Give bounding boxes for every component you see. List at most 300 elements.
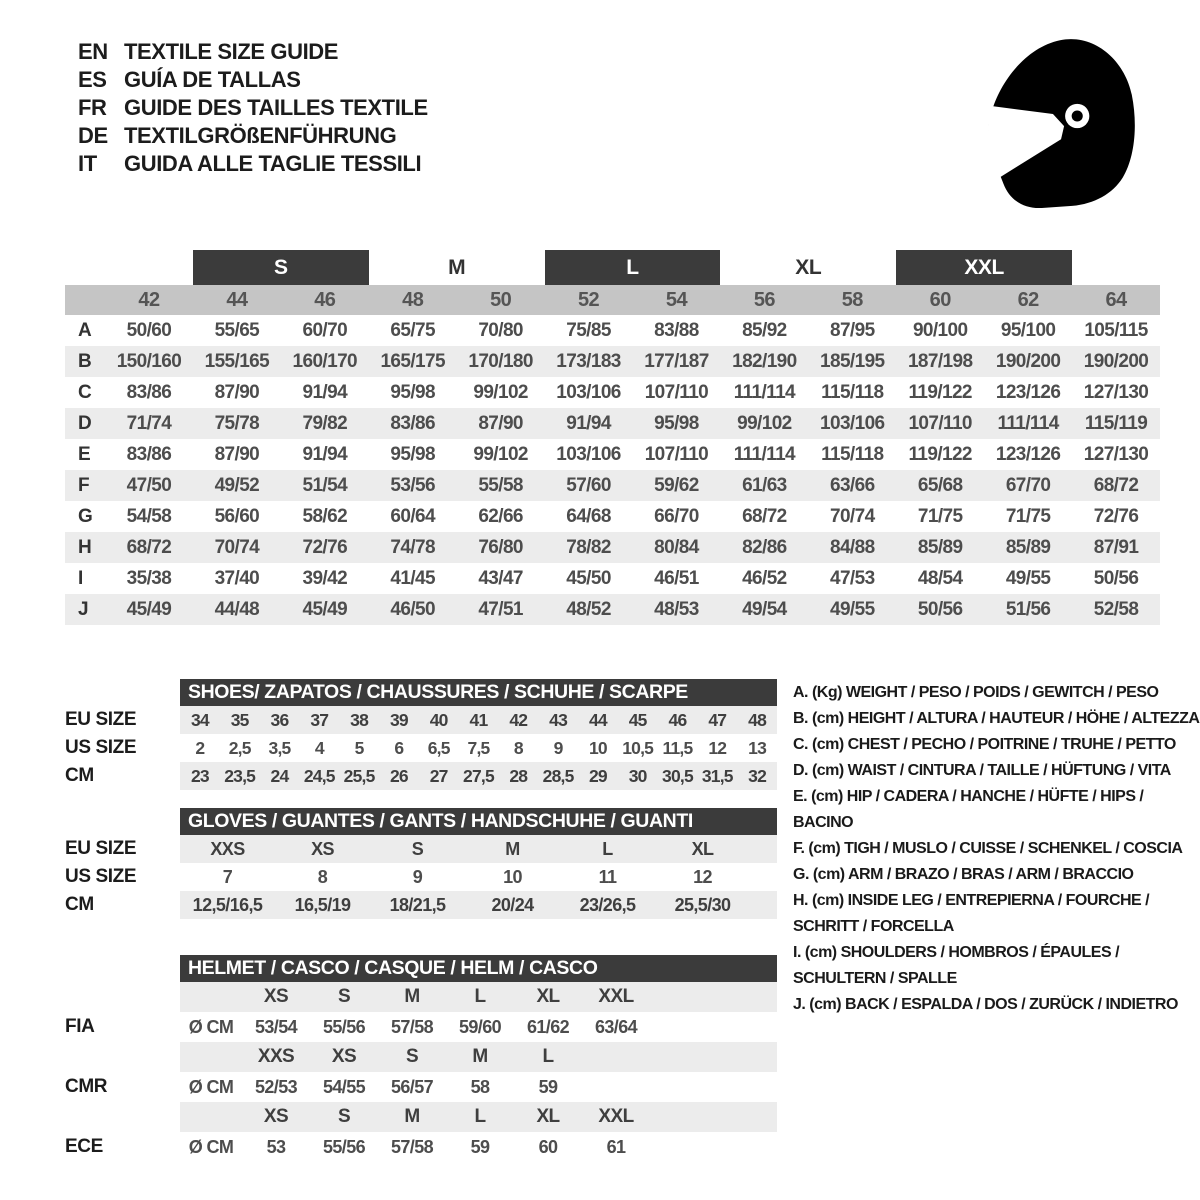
- helmet-size-value: 60: [538, 1136, 558, 1157]
- shoe-size-value: 10,5: [622, 737, 654, 758]
- size-group-l: L: [545, 250, 721, 285]
- shoe-size-value: 40: [429, 709, 448, 730]
- language-title: TEXTILGRÖßENFÜHRUNG: [124, 123, 397, 148]
- measurement-value: 61/63: [742, 474, 787, 496]
- helmet-size-label: L: [474, 986, 486, 1007]
- glove-size-value: 8: [317, 866, 328, 887]
- measurement-value: 41/45: [390, 567, 435, 589]
- shoe-size-value: 13: [748, 737, 767, 758]
- helmet-size-value: 63/64: [594, 1016, 638, 1037]
- row-letter: G: [78, 505, 93, 527]
- helmet-size-label: XS: [331, 1046, 357, 1067]
- measurement-value: 115/118: [821, 443, 884, 465]
- measurement-row: [65, 594, 1160, 625]
- measurement-value: 68/72: [126, 536, 172, 558]
- standard-label: FIA: [65, 1016, 95, 1037]
- measurement-value: 45/49: [302, 598, 348, 620]
- helmet-header: HELMET / CASCO / CASQUE / HELM / CASCO: [180, 955, 777, 982]
- standard-label: CMR: [65, 1076, 108, 1097]
- measurement-value: 187/198: [907, 350, 973, 372]
- language-title-block: [78, 38, 428, 178]
- measurement-value: 70/74: [214, 536, 260, 558]
- measurement-value: 111/114: [997, 412, 1059, 434]
- size-number: 50: [490, 288, 512, 311]
- glove-size-value: XXS: [210, 838, 245, 859]
- textile-size-table: [65, 250, 1160, 625]
- measurement-value: 60/64: [390, 505, 435, 527]
- helmet-size-value: 57/58: [390, 1136, 434, 1157]
- measurement-value: 85/92: [742, 319, 787, 341]
- legend-item: D. (cm) WAIST / CINTURA / TAILLE / HÜFTUNG / VITA: [793, 762, 1171, 779]
- helmet-size-value: 53/54: [254, 1016, 298, 1037]
- measurement-value: 63/66: [830, 474, 875, 496]
- gloves-row: [65, 835, 777, 863]
- measurement-value: 107/110: [908, 412, 972, 434]
- measurement-value: 74/78: [390, 536, 435, 558]
- row-letter: F: [78, 474, 90, 496]
- measurement-row: [65, 501, 1160, 532]
- helmet-size-label: XS: [263, 1106, 289, 1127]
- measurement-value: 83/86: [390, 412, 435, 434]
- row-letter: B: [78, 350, 92, 372]
- measurement-value: 59/62: [654, 474, 699, 496]
- glove-size-value: 18/21,5: [389, 894, 446, 915]
- measurement-value: 119/122: [908, 381, 972, 403]
- standard-spacer: [65, 1102, 180, 1132]
- measurement-value: 48/52: [566, 598, 611, 620]
- glove-size-value: XL: [691, 838, 714, 859]
- measurement-value: 95/98: [654, 412, 699, 434]
- language-row: [78, 94, 428, 122]
- measurement-value: 103/106: [556, 381, 621, 403]
- measurement-value: 95/98: [390, 381, 435, 403]
- measurement-value: 52/58: [1093, 598, 1139, 620]
- measurement-value: 177/187: [644, 350, 709, 372]
- measurement-value: 82/86: [742, 536, 787, 558]
- measurement-value: 87/91: [1093, 536, 1139, 558]
- helmet-size-label: S: [337, 986, 351, 1007]
- language-code: EN: [78, 39, 108, 64]
- legend-item: J. (cm) BACK / ESPALDA / DOS / ZURÜCK / INDIETRO: [793, 996, 1178, 1013]
- measurement-row: [65, 377, 1160, 408]
- standard-spacer: [65, 982, 180, 1012]
- size-number: 64: [1105, 288, 1127, 311]
- size-number-row: [65, 285, 1160, 315]
- helmet-sizes-row: [65, 1042, 777, 1072]
- measurement-value: 91/94: [566, 412, 611, 434]
- measurement-value: 64/68: [566, 505, 611, 527]
- shoe-size-value: 29: [588, 765, 607, 786]
- measurement-value: 57/60: [566, 474, 611, 496]
- size-number: 52: [578, 288, 600, 311]
- helmet-size-value: 58: [470, 1076, 490, 1097]
- measurement-value: 84/88: [830, 536, 875, 558]
- measurement-row: [65, 470, 1160, 501]
- measurement-value: 65/68: [917, 474, 963, 496]
- shoes-header: SHOES/ ZAPATOS / CHAUSSURES / SCHUHE / SCARPE: [180, 679, 777, 706]
- shoe-size-value: 2: [195, 737, 205, 758]
- measurement-value: 111/114: [733, 381, 796, 403]
- legend-item: H. (cm) INSIDE LEG / ENTREPIERNA / FOURCHE / SCHRITT / FORCELLA: [793, 892, 1150, 935]
- language-title: GUIDE DES TAILLES TEXTILE: [124, 95, 428, 120]
- racing-helmet-icon: [972, 20, 1140, 212]
- helmet-size-label: XS: [263, 986, 289, 1007]
- measurement-value: 71/75: [1005, 505, 1051, 527]
- measurement-value: 72/76: [1093, 505, 1139, 527]
- measurement-value: 55/58: [478, 474, 523, 496]
- gloves-row-label: EU SIZE: [65, 838, 137, 859]
- helmet-values-row: [65, 1072, 777, 1102]
- measurement-value: 103/106: [820, 412, 885, 434]
- measurement-value: 165/175: [380, 350, 445, 372]
- glove-size-value: S: [411, 838, 424, 859]
- measurement-value: 76/80: [478, 536, 523, 558]
- helmet-size-value: 52/53: [254, 1076, 298, 1097]
- glove-size-value: XS: [311, 838, 334, 859]
- helmet-size-value: 56/57: [390, 1076, 434, 1097]
- shoe-size-value: 36: [270, 709, 289, 730]
- measurement-value: 54/58: [126, 505, 172, 527]
- legend-item: A. (Kg) WEIGHT / PESO / POIDS / GEWITCH / PESO: [793, 684, 1159, 701]
- measurement-value: 85/89: [1005, 536, 1051, 558]
- helmet-size-value: 59: [470, 1136, 490, 1157]
- measurement-value: 75/78: [214, 412, 260, 434]
- helmet-size-label: S: [405, 1046, 419, 1067]
- measurement-value: 70/74: [830, 505, 875, 527]
- measurement-value: 155/165: [204, 350, 270, 372]
- helmet-size-label: XXS: [257, 1046, 295, 1067]
- gloves-row-label: US SIZE: [65, 866, 137, 887]
- measurement-row: [65, 408, 1160, 439]
- measurement-value: 99/102: [737, 412, 792, 434]
- language-title: TEXTILE SIZE GUIDE: [124, 39, 339, 64]
- measurement-value: 87/95: [830, 319, 875, 341]
- diameter-label: Ø CM: [188, 1016, 234, 1037]
- helmet-size-value: 59/60: [458, 1016, 502, 1037]
- row-letter: I: [78, 567, 84, 589]
- diameter-label: Ø CM: [188, 1076, 234, 1097]
- measurement-value: 51/54: [302, 474, 348, 496]
- language-code: DE: [78, 123, 108, 148]
- size-group-row: [65, 250, 1160, 285]
- measurement-value: 70/80: [478, 319, 523, 341]
- shoe-size-value: 27,5: [463, 765, 494, 786]
- shoe-size-value: 46: [668, 709, 687, 730]
- measurement-value: 50/60: [126, 319, 172, 341]
- measurement-value: 56/60: [214, 505, 260, 527]
- diameter-label: Ø CM: [188, 1136, 234, 1157]
- size-number: 48: [402, 288, 424, 311]
- accessory-tables: [65, 679, 777, 1162]
- standard-label: ECE: [65, 1136, 103, 1157]
- shoe-size-value: 6: [394, 737, 404, 758]
- shoe-size-value: 47: [708, 709, 727, 730]
- shoe-size-value: 4: [314, 737, 324, 758]
- glove-size-value: M: [505, 838, 520, 859]
- gloves-header: GLOVES / GUANTES / GANTS / HANDSCHUHE / GUANTI: [180, 808, 777, 835]
- shoes-row-label: CM: [65, 765, 94, 786]
- measurement-value: 45/50: [566, 567, 611, 589]
- measurement-value: 37/40: [214, 567, 260, 589]
- language-code: IT: [78, 151, 97, 176]
- measurement-value: 115/119: [1084, 412, 1148, 434]
- helmet-size-label: XL: [536, 986, 560, 1007]
- measurement-value: 35/38: [126, 567, 172, 589]
- shoe-size-value: 44: [588, 709, 607, 730]
- shoe-size-value: 10: [588, 737, 607, 758]
- measurement-value: 170/180: [468, 350, 533, 372]
- shoe-size-value: 39: [389, 709, 408, 730]
- measurement-value: 48/53: [654, 598, 699, 620]
- legend-item: E. (cm) HIP / CADERA / HANCHE / HÜFTE / HIPS / BACINO: [793, 788, 1144, 831]
- row-letter: C: [78, 381, 92, 403]
- shoe-size-value: 32: [748, 765, 767, 786]
- size-group-xl: XL: [795, 255, 822, 279]
- measurement-value: 127/130: [1083, 381, 1149, 403]
- measurement-value: 53/56: [390, 474, 435, 496]
- glove-size-value: 12: [693, 866, 712, 887]
- shoes-row: [65, 734, 777, 762]
- measurement-value: 49/55: [830, 598, 875, 620]
- helmet-size-value: 55/56: [322, 1016, 366, 1037]
- measurement-value: 105/115: [1084, 319, 1148, 341]
- legend-item: G. (cm) ARM / BRAZO / BRAS / ARM / BRACCIO: [793, 866, 1134, 883]
- helmet-size-label: XL: [536, 1106, 560, 1127]
- shoe-size-value: 42: [509, 709, 528, 730]
- measurement-value: 48/54: [917, 567, 963, 589]
- language-row: [78, 66, 428, 94]
- measurement-value: 123/126: [995, 381, 1061, 403]
- measurement-row: [65, 315, 1160, 346]
- helmet-size-value: 54/55: [322, 1076, 366, 1097]
- language-title: GUÍA DE TALLAS: [124, 67, 301, 92]
- helmet-values-row: [65, 1132, 777, 1162]
- shoe-size-value: 48: [748, 709, 767, 730]
- language-code: FR: [78, 95, 107, 120]
- measurement-value: 83/88: [654, 319, 699, 341]
- legend-item: B. (cm) HEIGHT / ALTURA / HAUTEUR / HÖHE / ALTEZZA: [793, 710, 1200, 727]
- measurement-value: 50/56: [917, 598, 963, 620]
- helmet-size-value: 57/58: [390, 1016, 434, 1037]
- size-row-spacer: [65, 285, 105, 315]
- glove-size-value: 9: [412, 866, 423, 887]
- shoes-row-label: US SIZE: [65, 737, 137, 758]
- row-letter: D: [78, 412, 92, 434]
- language-title: GUIDA ALLE TAGLIE TESSILI: [124, 151, 422, 176]
- glove-size-value: 7: [222, 866, 233, 887]
- measurement-value: 71/74: [126, 412, 172, 434]
- helmet-section: [65, 955, 777, 1162]
- shoe-size-value: 5: [354, 737, 364, 758]
- shoe-size-value: 31,5: [701, 765, 733, 786]
- shoe-size-value: 27: [429, 765, 448, 786]
- row-letter: J: [78, 598, 89, 620]
- helmet-size-label: M: [404, 986, 420, 1007]
- size-group-s: S: [193, 250, 369, 285]
- language-row: [78, 38, 428, 66]
- helmet-standard-block: [65, 1102, 777, 1162]
- size-number: 62: [1017, 288, 1039, 311]
- measurement-value: 45/49: [126, 598, 172, 620]
- measurement-value: 185/195: [820, 350, 885, 372]
- measurement-value: 173/183: [556, 350, 621, 372]
- shoe-size-value: 28: [509, 765, 528, 786]
- measurement-value: 190/200: [1083, 350, 1149, 372]
- measurement-value: 123/126: [995, 443, 1061, 465]
- shoes-row-label: EU SIZE: [65, 709, 137, 730]
- size-number: 54: [665, 288, 687, 311]
- gloves-section: [65, 808, 777, 919]
- measurement-value: 39/42: [302, 567, 348, 589]
- measurement-value: 107/110: [644, 443, 709, 465]
- helmet-size-value: 53: [266, 1136, 286, 1157]
- measurement-value: 150/160: [116, 350, 182, 372]
- helmet-size-label: XXL: [598, 986, 634, 1007]
- shoe-size-value: 25,5: [343, 765, 375, 786]
- shoe-size-value: 9: [553, 737, 563, 758]
- measurement-value: 78/82: [566, 536, 611, 558]
- measurement-value: 99/102: [473, 381, 528, 403]
- size-number: 56: [753, 288, 775, 311]
- measurement-value: 80/84: [654, 536, 699, 558]
- glove-size-value: 16,5/19: [294, 894, 351, 915]
- measurement-value: 72/76: [302, 536, 348, 558]
- shoe-size-value: 45: [628, 709, 647, 730]
- shoe-size-value: 43: [549, 709, 568, 730]
- measurement-value: 85/89: [917, 536, 963, 558]
- shoe-size-value: 3,5: [268, 737, 291, 758]
- measurement-value: 83/86: [126, 443, 172, 465]
- legend-item: C. (cm) CHEST / PECHO / POITRINE / TRUHE / PETTO: [793, 736, 1176, 753]
- helmet-size-value: 61/62: [526, 1016, 570, 1037]
- measurement-value: 91/94: [302, 381, 348, 403]
- glove-size-value: 25,5/30: [674, 894, 731, 915]
- helmet-size-label: M: [404, 1106, 420, 1127]
- shoe-size-value: 2,5: [228, 737, 251, 758]
- measurement-value: 111/114: [733, 443, 796, 465]
- measurement-value: 46/52: [742, 567, 787, 589]
- measurement-value: 46/50: [390, 598, 435, 620]
- size-number: 42: [138, 288, 160, 311]
- shoe-size-value: 26: [389, 765, 408, 786]
- row-letter: E: [78, 443, 91, 465]
- measurement-value: 65/75: [390, 319, 435, 341]
- legend-item: I. (cm) SHOULDERS / HOMBROS / ÉPAULES / SCHULTERN / SPALLE: [793, 944, 1120, 987]
- measurement-value: 87/90: [214, 381, 260, 403]
- helmet-size-value: 61: [606, 1136, 626, 1157]
- measurement-value: 43/47: [478, 567, 523, 589]
- glove-size-value: 10: [503, 866, 522, 887]
- gloves-row: [65, 863, 777, 891]
- measurement-value: 107/110: [644, 381, 709, 403]
- shoe-size-value: 28,5: [542, 765, 574, 786]
- measurement-value: 68/72: [1093, 474, 1139, 496]
- language-row: [78, 150, 428, 178]
- shoe-size-value: 37: [310, 709, 329, 730]
- measurement-value: 47/53: [830, 567, 875, 589]
- shoe-size-value: 24,5: [303, 765, 335, 786]
- shoe-size-value: 41: [469, 709, 488, 730]
- helmet-sizes-row: [65, 982, 777, 1012]
- helmet-size-label: XXL: [598, 1106, 634, 1127]
- measurement-value: 95/100: [1000, 319, 1056, 341]
- shoe-size-value: 38: [350, 709, 369, 730]
- measurement-row: [65, 439, 1160, 470]
- helmet-size-label: L: [542, 1046, 554, 1067]
- shoes-row: [65, 706, 777, 734]
- measurement-value: 160/170: [292, 350, 358, 372]
- helmet-size-value: 55/56: [322, 1136, 366, 1157]
- measurement-value: 99/102: [473, 443, 528, 465]
- measurement-value: 87/90: [478, 412, 523, 434]
- measurement-value: 60/70: [302, 319, 348, 341]
- measurement-value: 119/122: [908, 443, 972, 465]
- helmet-standard-block: [65, 982, 777, 1042]
- measurement-legend: [793, 680, 1200, 1018]
- shoe-size-value: 23,5: [224, 765, 256, 786]
- measurement-value: 190/200: [995, 350, 1061, 372]
- shoe-size-value: 35: [230, 709, 249, 730]
- shoe-size-value: 30,5: [662, 765, 693, 786]
- measurement-value: 182/190: [732, 350, 797, 372]
- measurement-value: 49/52: [214, 474, 260, 496]
- helmet-values-row: [65, 1012, 777, 1042]
- measurement-value: 75/85: [566, 319, 611, 341]
- helmet-size-value: 59: [538, 1076, 558, 1097]
- measurement-value: 67/70: [1005, 474, 1051, 496]
- standard-spacer: [65, 1042, 180, 1072]
- shoe-size-value: 12: [708, 737, 727, 758]
- measurement-value: 51/56: [1005, 598, 1051, 620]
- measurement-value: 83/86: [126, 381, 172, 403]
- size-group-m: M: [448, 255, 466, 279]
- measurement-value: 71/75: [917, 505, 963, 527]
- glove-size-value: 11: [598, 866, 617, 887]
- size-number: 58: [841, 288, 863, 311]
- measurement-row: [65, 532, 1160, 563]
- shoes-section: [65, 679, 777, 790]
- measurement-value: 87/90: [214, 443, 260, 465]
- measurement-value: 47/50: [126, 474, 172, 496]
- measurement-value: 115/118: [821, 381, 884, 403]
- helmet-size-label: S: [337, 1106, 351, 1127]
- measurement-value: 49/55: [1005, 567, 1051, 589]
- shoe-size-value: 8: [513, 737, 523, 758]
- size-number: 60: [929, 288, 951, 311]
- language-code: ES: [78, 67, 107, 92]
- measurement-value: 55/65: [214, 319, 260, 341]
- measurement-value: 47/51: [478, 598, 523, 620]
- measurement-value: 68/72: [742, 505, 787, 527]
- helmet-sizes-row: [65, 1102, 777, 1132]
- glove-size-value: 12,5/16,5: [192, 894, 263, 915]
- measurement-value: 66/70: [654, 505, 699, 527]
- glove-size-value: L: [602, 838, 613, 859]
- measurement-value: 62/66: [478, 505, 523, 527]
- measurement-value: 44/48: [214, 598, 260, 620]
- language-row: [78, 122, 428, 150]
- measurement-value: 127/130: [1083, 443, 1149, 465]
- helmet-size-label: L: [474, 1106, 486, 1127]
- measurement-value: 91/94: [302, 443, 348, 465]
- shoe-size-value: 11,5: [662, 737, 693, 758]
- shoe-size-value: 24: [270, 765, 289, 786]
- measurement-value: 50/56: [1093, 567, 1139, 589]
- measurement-value: 49/54: [742, 598, 787, 620]
- glove-size-value: 20/24: [491, 894, 534, 915]
- shoe-size-value: 6,5: [427, 737, 450, 758]
- legend-item: F. (cm) TIGH / MUSLO / CUISSE / SCHENKEL / COSCIA: [793, 840, 1183, 857]
